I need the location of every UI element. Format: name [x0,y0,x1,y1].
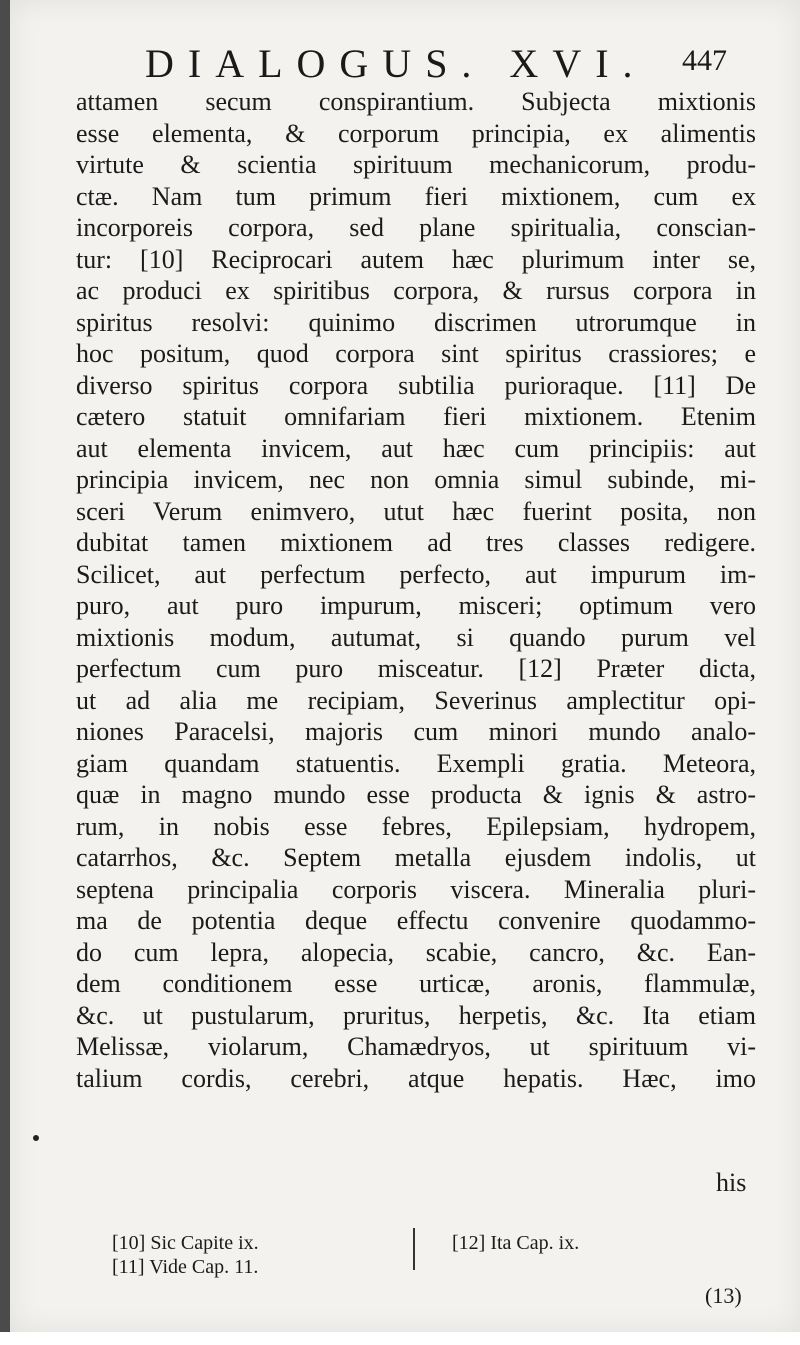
running-head-title: DIALOGUS. XVI. [145,41,647,86]
text-line: niones Paracelsi, majoris cum minori mundo analo- [76,717,756,746]
text-line: giam quandam statuentis. Exempli gratia. Meteora, [76,748,756,778]
text-line: &c. ut pustularum, pruritus, herpetis, &c. Ita etiam [76,1000,756,1030]
text-line: esse elementa, & corporum principia, ex alimentis [76,118,756,148]
text-line: catarrhos, &c. Septem metalla ejusdem indolis, ut [76,843,756,872]
text-line: aut elementa invicem, aut hæc cum principiis: aut [76,433,756,463]
page-number: 447 [682,44,727,77]
text-line: incorporeis corpora, sed plane spiritualia, conscian- [76,213,756,242]
text-line: principia invicem, nec non omnia simul subinde, mi- [76,465,756,494]
text-line: Scilicet, aut perfectum perfecto, aut impurum im- [76,559,756,589]
text-line: talium cordis, cerebri, atque hepatis. Hæc, imo [76,1063,756,1093]
footnote-divider [413,1228,415,1270]
text-line: puro, aut puro impurum, misceri; optimum vero [76,591,756,620]
text-line: ac produci ex spiritibus corpora, & rursus corpora in [76,276,756,305]
text-line: ma de potentia deque effectu convenire quodammo- [76,906,756,935]
text-line: virtute & scientia spirituum mechanicorum, produ- [76,150,756,179]
page-bottom-margin [0,1332,800,1345]
text-line: Melissæ, violarum, Chamædryos, ut spirituum vi- [76,1032,756,1061]
footnote-12: [12] Ita Cap. ix. [452,1232,580,1254]
text-line: mixtionis modum, autumat, si quando purum vel [76,622,756,652]
text-line: spiritus resolvi: quinimo discrimen utrorumque in [76,307,756,337]
text-line: hoc positum, quod corpora sint spiritus crassiores; e [76,339,756,368]
margin-dot-mark [33,1135,39,1141]
text-line: dubitat tamen mixtionem ad tres classes redigere. [76,528,756,557]
text-line: quæ in magno mundo esse producta & ignis & astro- [76,780,756,809]
text-line: diverso spiritus corpora subtilia purioraque. [11] De [76,370,756,400]
text-line: rum, in nobis esse febres, Epilepsiam, hydropem, [76,811,756,841]
text-line: ctæ. Nam tum primum fieri mixtionem, cum ex [76,181,756,211]
signature-mark: (13) [705,1283,742,1308]
catchword: his [716,1168,747,1197]
footnote-11: [11] Vide Cap. 11. [112,1256,259,1278]
footnote-10: [10] Sic Capite ix. [112,1232,259,1254]
text-line: septena principalia corporis viscera. Mineralia pluri- [76,874,756,904]
text-line: ut ad alia me recipiam, Severinus amplectitur opi- [76,685,756,715]
main-text-block [76,86,756,1094]
text-line: dem conditionem esse urticæ, aronis, flammulæ, [76,969,756,998]
text-line: do cum lepra, alopecia, scabie, cancro, &c. Ean- [76,937,756,967]
text-line: cætero statuit omnifariam fieri mixtionem. Etenim [76,402,756,431]
text-line: attamen secum conspirantium. Subjecta mixtionis [76,87,756,116]
text-line: sceri Verum enimvero, utut hæc fuerint posita, non [76,496,756,526]
text-line: perfectum cum puro misceatur. [12] Præter dicta, [76,654,756,683]
page-left-edge [0,0,10,1332]
text-line: tur: [10] Reciprocari autem hæc plurimum inter se, [76,244,756,274]
